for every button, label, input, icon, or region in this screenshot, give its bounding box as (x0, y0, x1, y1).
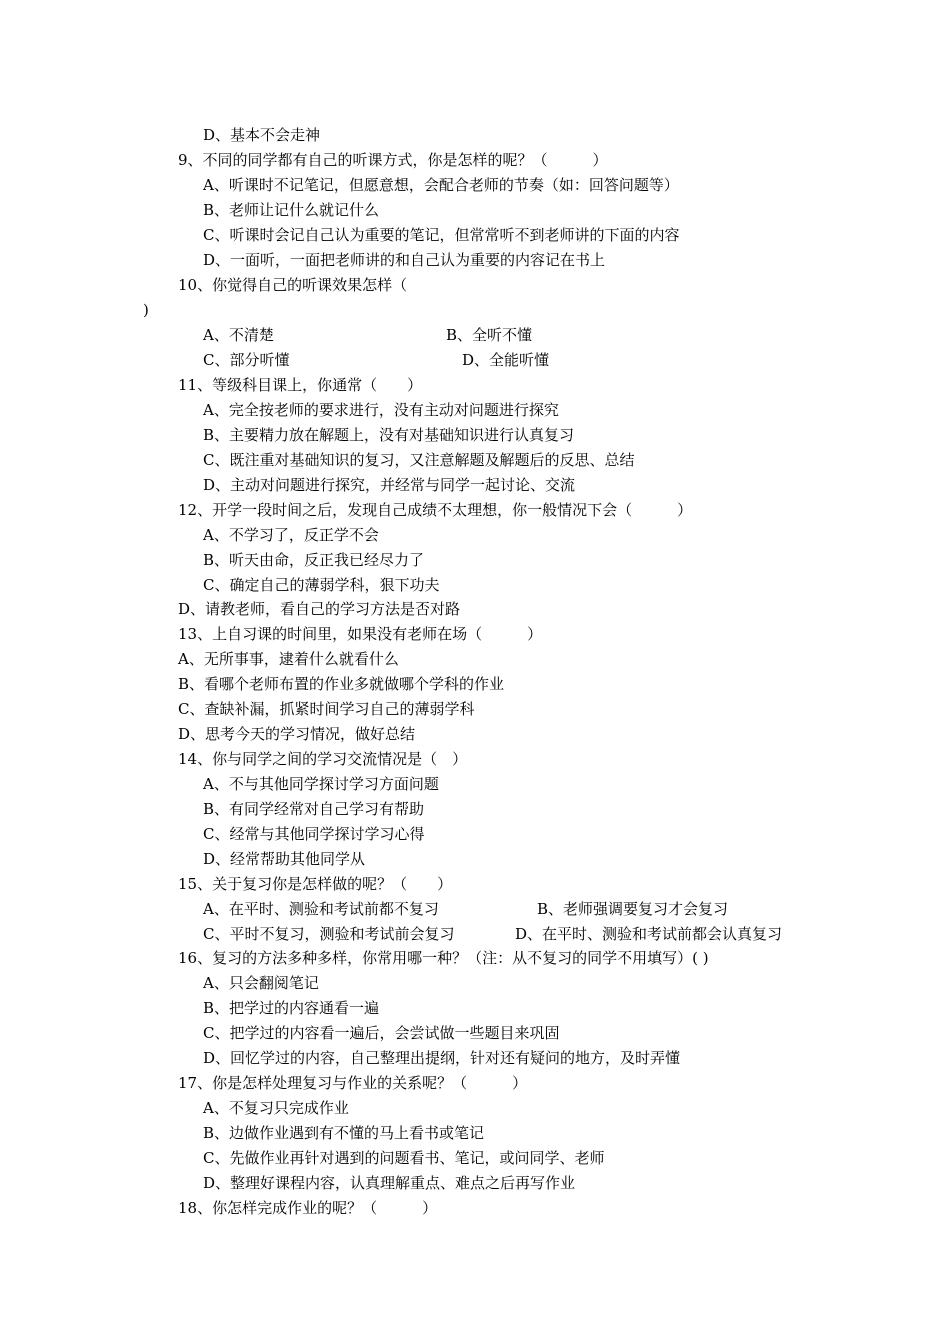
text-line: D、思考今天的学习情况，做好总结 (178, 725, 416, 743)
text-line: C、把学过的内容看一遍后，会尝试做一些题目来巩固 (203, 1024, 560, 1042)
text-line: C、查缺补漏，抓紧时间学习自己的薄弱学科 (178, 700, 475, 718)
text-line: 11、等级科目课上，你通常（ ） (178, 376, 423, 394)
text-line: D、在平时、测验和考试前都会认真复习 (515, 925, 783, 943)
text-line: D、经常帮助其他同学从 (203, 850, 366, 868)
text-line: 12、开学一段时间之后，发现自己成绩不太理想，你一般情况下会（ ） (178, 501, 693, 519)
text-line: A、不学习了，反正学不会 (203, 526, 379, 544)
text-line: C、既注重对基础知识的复习，又注意解题及解题后的反思、总结 (203, 451, 635, 469)
text-line: B、看哪个老师布置的作业多就做哪个学科的作业 (178, 675, 505, 693)
text-line: 17、你是怎样处理复习与作业的关系呢？（ ） (178, 1074, 528, 1092)
text-line: D、请教老师，看自己的学习方法是否对路 (178, 600, 461, 618)
text-line: 15、关于复习你是怎样做的呢？（ ） (178, 875, 453, 893)
text-line: ) (143, 301, 149, 319)
text-line: C、听课时会记自己认为重要的笔记，但常常听不到老师讲的下面的内容 (203, 226, 680, 244)
text-line: 16、复习的方法多种多样，你常用哪一种？（注：从不复习的同学不用填写）( ) (178, 949, 709, 967)
text-line: B、全听不懂 (446, 326, 533, 344)
text-line: B、老师让记什么就记什么 (203, 201, 380, 219)
text-line: C、确定自己的薄弱学科，狠下功夫 (203, 576, 440, 594)
text-line: C、先做作业再针对遇到的问题看书、笔记，或问同学、老师 (203, 1149, 605, 1167)
text-line: B、有同学经常对自己学习有帮助 (203, 800, 425, 818)
text-line: B、把学过的内容通看一遍 (203, 999, 380, 1017)
text-line: D、一面听，一面把老师讲的和自己认为重要的内容记在书上 (203, 251, 606, 269)
text-line: 14、你与同学之间的学习交流情况是（ ） (178, 750, 468, 768)
text-line: B、边做作业遇到有不懂的马上看书或笔记 (203, 1124, 485, 1142)
text-line: 13、上自习课的时间里，如果没有老师在场（ ） (178, 625, 543, 643)
text-line: D、基本不会走神 (203, 126, 321, 144)
text-line: D、整理好课程内容，认真理解重点、难点之后再写作业 (203, 1174, 576, 1192)
text-line: D、回忆学过的内容，自己整理出提纲，针对还有疑问的地方，及时弄懂 (203, 1049, 681, 1067)
text-line: 9、不同的同学都有自己的听课方式，你是怎样的呢？（ ） (178, 151, 608, 169)
text-line: C、经常与其他同学探讨学习心得 (203, 825, 425, 843)
text-line: A、无所事事，逮着什么就看什么 (178, 650, 399, 668)
text-line: A、完全按老师的要求进行，没有主动对问题进行探究 (203, 401, 559, 419)
text-line: D、主动对问题进行探究，并经常与同学一起讨论、交流 (203, 476, 576, 494)
text-line: A、只会翻阅笔记 (203, 974, 319, 992)
text-line: 18、你怎样完成作业的呢？（ ） (178, 1199, 438, 1217)
text-line: B、主要精力放在解题上，没有对基础知识进行认真复习 (203, 426, 575, 444)
text-line: A、在平时、测验和考试前都不复习 (203, 900, 439, 918)
text-line: B、听天由命，反正我已经尽力了 (203, 551, 425, 569)
text-line: A、不复习只完成作业 (203, 1099, 349, 1117)
text-line: C、平时不复习，测验和考试前会复习 (203, 925, 455, 943)
text-line: A、不与其他同学探讨学习方面问题 (203, 775, 439, 793)
text-line: A、听课时不记笔记，但愿意想，会配合老师的节奏（如：回答问题等） (203, 176, 679, 194)
text-line: A、不清楚 (203, 326, 274, 344)
text-line: D、全能听懂 (462, 351, 550, 369)
text-line: C、部分听懂 (203, 351, 290, 369)
text-line: 10、你觉得自己的听课效果怎样（ (178, 276, 408, 294)
text-line: B、老师强调要复习才会复习 (537, 900, 729, 918)
